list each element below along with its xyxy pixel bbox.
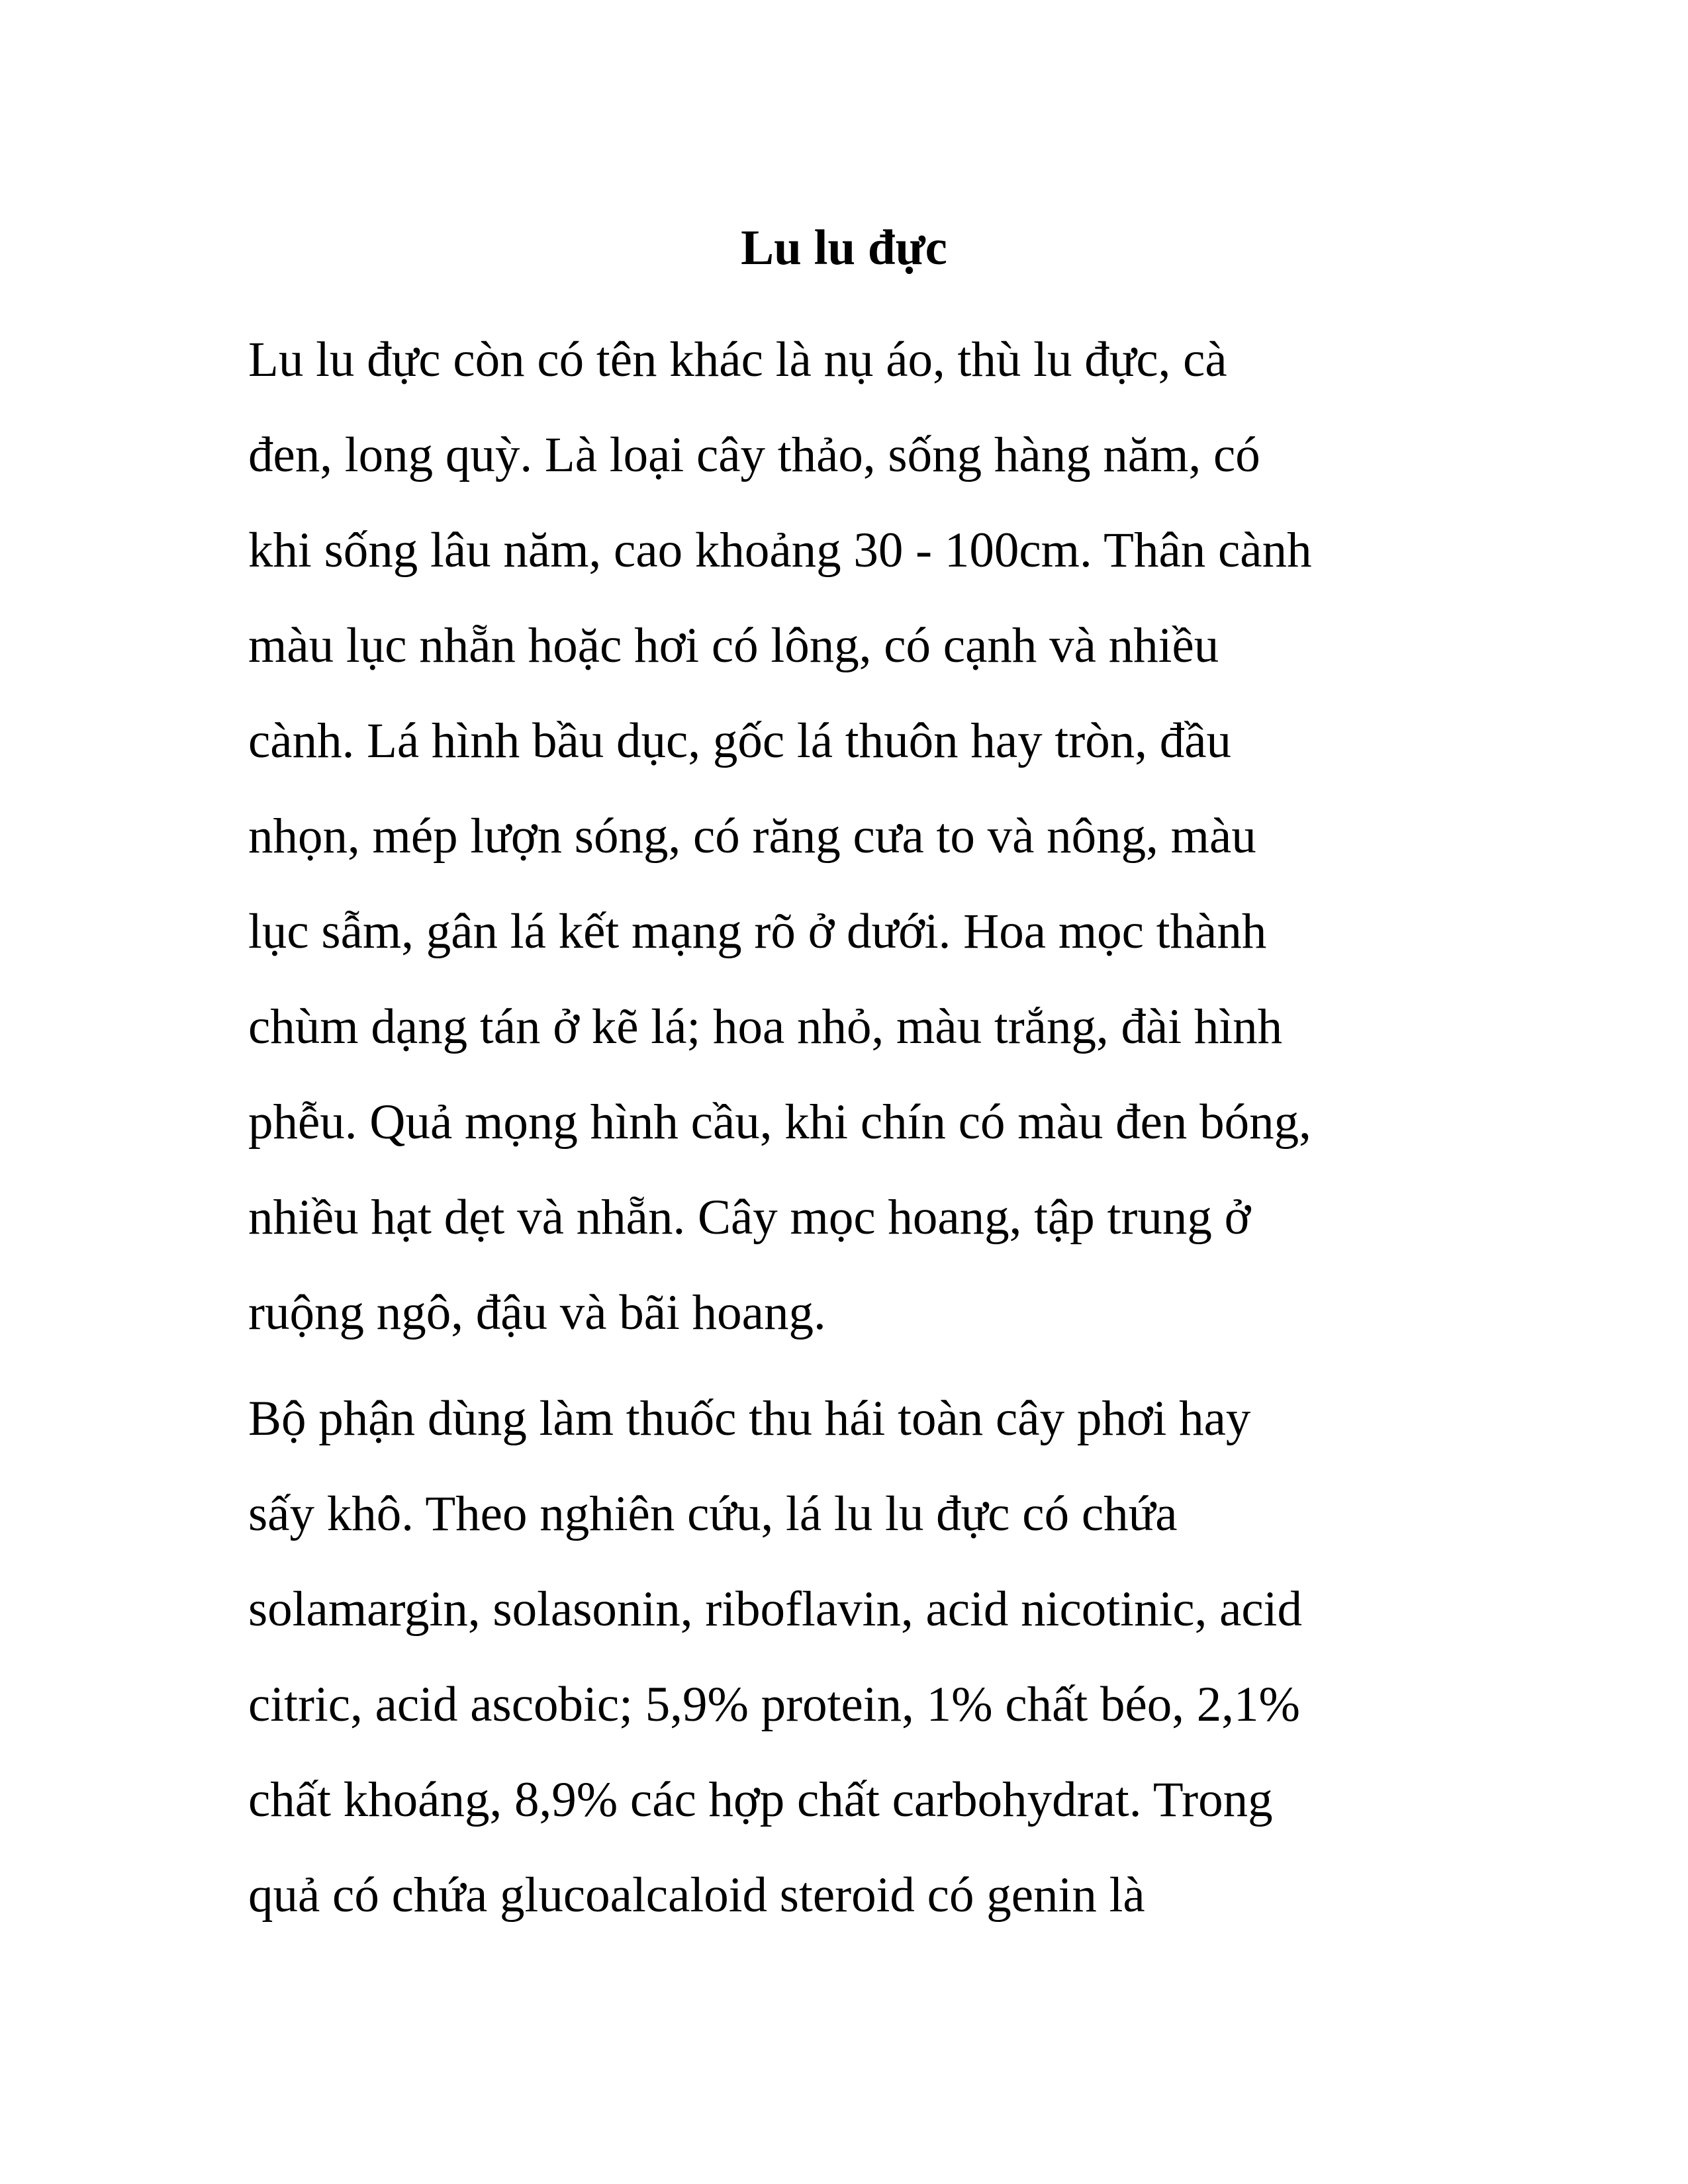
text-line: phễu. Quả mọng hình cầu, khi chín có màu đen bóng, — [248, 1095, 1311, 1150]
text-line: lục sẫm, gân lá kết mạng rõ ở dưới. Hoa mọc thành — [248, 904, 1267, 959]
text-line: màu lục nhẵn hoặc hơi có lông, có cạnh và nhiều — [248, 618, 1219, 673]
text-line: quả có chứa glucoalcaloid steroid có genin là — [248, 1868, 1145, 1923]
text-line: khi sống lâu năm, cao khoảng 30 - 100cm. Thân cành — [248, 523, 1312, 578]
text-line: Lu lu đực còn có tên khác là nụ áo, thù lu đực, cà — [248, 332, 1227, 387]
document-title: Lu lu đực — [741, 220, 947, 275]
text-line: nhọn, mép lượn sóng, có răng cưa to và nông, màu — [248, 809, 1256, 864]
paragraph-description — [248, 312, 1446, 1361]
text-line: chùm dạng tán ở kẽ lá; hoa nhỏ, màu trắng, đài hình — [248, 999, 1283, 1054]
text-line: citric, acid ascobic; 5,9% protein, 1% chất béo, 2,1% — [248, 1677, 1301, 1732]
text-line: chất khoáng, 8,9% các hợp chất carbohydrat. Trong — [248, 1772, 1273, 1827]
text-line: sấy khô. Theo nghiên cứu, lá lu lu đực có chứa — [248, 1486, 1178, 1541]
text-line: solamargin, solasonin, riboflavin, acid nicotinic, acid — [248, 1582, 1302, 1637]
text-line: cành. Lá hình bầu dục, gốc lá thuôn hay tròn, đầu — [248, 713, 1231, 768]
paragraph-composition — [248, 1371, 1446, 1943]
text-line: ruộng ngô, đậu và bãi hoang. — [248, 1285, 826, 1340]
text-line: Bộ phận dùng làm thuốc thu hái toàn cây phơi hay — [248, 1391, 1251, 1446]
text-line: nhiều hạt dẹt và nhẵn. Cây mọc hoang, tập trung ở — [248, 1190, 1251, 1245]
text-line: đen, long quỳ. Là loại cây thảo, sống hàng năm, có — [248, 428, 1260, 482]
